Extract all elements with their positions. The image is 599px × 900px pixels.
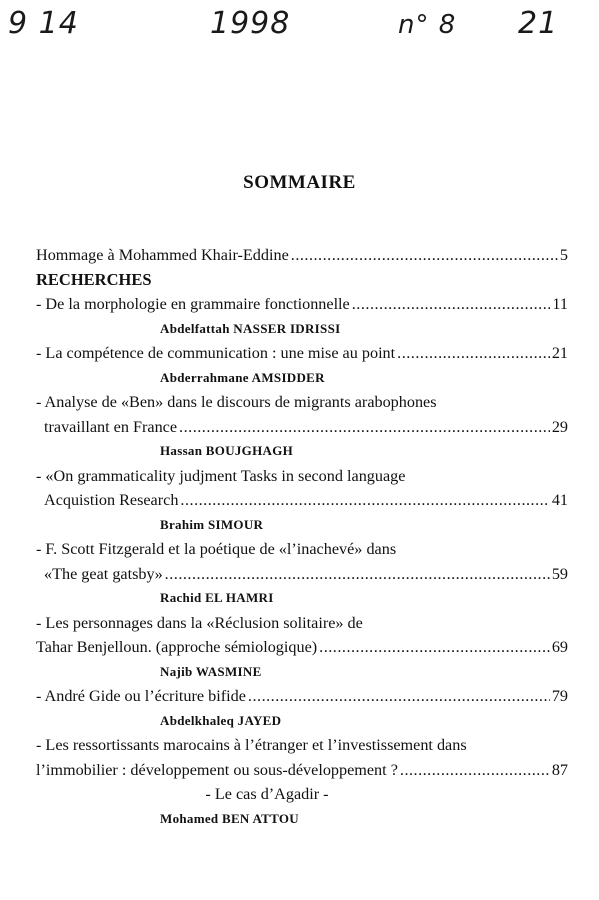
toc-entry	[36, 415, 568, 440]
toc-entry	[36, 488, 568, 513]
dot-leader	[180, 488, 549, 513]
toc-entry	[36, 635, 568, 660]
toc-page-number: 21	[551, 344, 568, 362]
toc-entry-title-cont: l’immobilier : développement ou sous-développement ?	[36, 760, 398, 779]
toc-page-number: 69	[551, 638, 568, 656]
toc-entry-tribute	[36, 243, 568, 268]
toc-author: Brahim SIMOUR	[160, 516, 264, 532]
handwritten-ref: 9 14	[8, 6, 79, 41]
handwritten-number: n° 8	[398, 10, 457, 40]
dot-leader	[397, 341, 550, 366]
toc-entry-title: - Analyse de «Ben» dans le discours de migrants arabophones	[36, 393, 437, 411]
toc-note: - Le cas d’Agadir -	[205, 785, 329, 803]
page-title: SOMMAIRE	[243, 172, 356, 193]
toc-author: Abdelfattah NASSER IDRISSI	[160, 320, 341, 336]
dot-leader	[400, 758, 550, 783]
table-of-contents	[36, 243, 568, 831]
toc-entry-title: - F. Scott Fitzgerald et la poétique de «l’inachevé» dans	[36, 540, 397, 558]
toc-author: Najib WASMINE	[160, 663, 262, 679]
handwritten-extra: 21	[518, 6, 559, 41]
toc-page-number: 11	[552, 295, 568, 313]
toc-entry	[36, 341, 568, 366]
dot-leader	[291, 243, 558, 268]
toc-entry-title-cont: «The geat gatsby»	[44, 564, 163, 583]
toc-entry	[36, 292, 568, 317]
toc-entry	[36, 684, 568, 709]
toc-entry-title: - André Gide ou l’écriture bifide	[36, 687, 246, 705]
handwritten-year: 1998	[210, 6, 291, 41]
toc-entry	[36, 562, 568, 587]
toc-entry-title: - La compétence de communication : une mise au point	[36, 344, 396, 362]
toc-entry-title-cont: Tahar Benjelloun. (approche sémiologique)	[36, 638, 318, 656]
dot-leader	[165, 562, 550, 587]
toc-entry-title: - «On grammaticality judjment Tasks in second language	[36, 466, 406, 485]
toc-author: Abderrahmane AMSIDDER	[160, 369, 325, 385]
dot-leader	[319, 635, 550, 660]
toc-page-number: 79	[551, 687, 568, 705]
toc-page-number: 29	[551, 417, 568, 436]
toc-author: Abdelkhaleq JAYED	[160, 712, 282, 728]
toc-page-number: 87	[551, 760, 568, 779]
dot-leader	[179, 415, 550, 440]
toc-entry-title: - Les personnages dans la «Réclusion solitaire» de	[36, 613, 363, 632]
section-heading: RECHERCHES	[36, 269, 152, 289]
toc-author: Rachid EL HAMRI	[160, 590, 274, 605]
dot-leader	[352, 292, 551, 317]
toc-entry-title-cont: Acquistion Research	[44, 491, 179, 509]
toc-page-number: 59	[551, 564, 568, 583]
toc-entry	[36, 758, 568, 783]
dot-leader	[248, 684, 550, 709]
toc-entry-title: - Les ressortissants marocains à l’étranger et l’investissement dans	[36, 736, 467, 754]
toc-page-number: 41	[551, 491, 568, 509]
toc-author: Hassan BOUJGHAGH	[160, 443, 294, 458]
toc-entry-title: Hommage à Mohammed Khair-Eddine	[36, 246, 289, 264]
toc-entry-title-cont: travaillant en France	[44, 417, 178, 436]
toc-author: Mohamed BEN ATTOU	[160, 810, 299, 826]
toc-entry-title: - De la morphologie en grammaire fonctionnelle	[36, 295, 350, 313]
toc-page-number: 5	[559, 246, 568, 264]
